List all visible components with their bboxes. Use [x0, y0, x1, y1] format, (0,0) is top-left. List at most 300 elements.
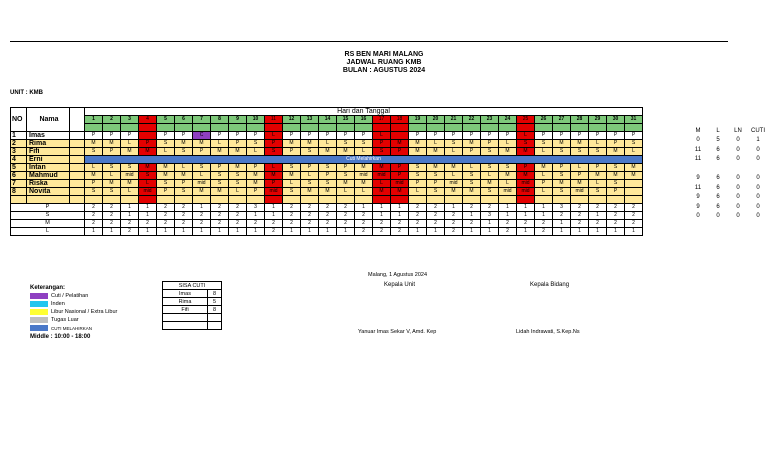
summary-label: S	[11, 212, 85, 220]
shift-cell: L	[373, 180, 391, 188]
summary-cell: 2	[445, 220, 463, 228]
shift-cell: M	[85, 140, 103, 148]
shift-cell: C	[193, 132, 211, 140]
shift-cell: M	[445, 164, 463, 172]
day-header: 18	[391, 116, 409, 124]
shift-cell: S	[553, 172, 571, 180]
shift-cell: P	[463, 148, 481, 156]
counter-cell: 6	[716, 194, 720, 201]
top-rule	[10, 41, 728, 42]
summary-cell: 2	[247, 220, 265, 228]
summary-cell: 1	[121, 212, 139, 220]
shift-cell: L	[535, 172, 553, 180]
shift-cell: M	[157, 172, 175, 180]
shift-cell: M	[265, 172, 283, 180]
shift-cell: S	[427, 188, 445, 196]
summary-cell: 1	[193, 204, 211, 212]
sisa-header-row	[163, 282, 222, 290]
summary-row	[11, 204, 643, 212]
summary-cell: 1	[463, 228, 481, 236]
shift-cell: P	[301, 132, 319, 140]
shift-cell: L	[319, 140, 337, 148]
summary-row	[11, 228, 643, 236]
sisa-name: Imas	[163, 290, 208, 298]
shift-cell: M	[85, 172, 103, 180]
empty-cell	[283, 196, 301, 204]
shift-cell: M	[193, 188, 211, 196]
sisa-value	[208, 314, 222, 322]
shift-cell: L	[589, 180, 607, 188]
summary-cell: 2	[157, 220, 175, 228]
shift-cell: L	[445, 172, 463, 180]
summary-cell: 1	[139, 204, 157, 212]
shift-cell: M	[103, 140, 121, 148]
days-header: Hari dan Tanggal	[85, 108, 643, 116]
counter-header: L	[716, 127, 720, 134]
shift-cell: M	[247, 172, 265, 180]
empty-cell	[70, 196, 85, 204]
shift-cell: M	[319, 148, 337, 156]
shift-cell: M	[247, 180, 265, 188]
day-header: 4	[139, 116, 157, 124]
empty-cell	[175, 196, 193, 204]
summary-cell: 2	[445, 228, 463, 236]
summary-cell: 1	[139, 228, 157, 236]
shift-cell: S	[337, 172, 355, 180]
summary-cell: 1	[175, 228, 193, 236]
summary-row	[11, 220, 643, 228]
shift-cell: M	[229, 164, 247, 172]
empty-cell	[157, 196, 175, 204]
shift-cell: L	[265, 164, 283, 172]
staff-name: Riska	[27, 180, 70, 188]
summary-cell: 2	[121, 228, 139, 236]
shift-cell: L	[85, 164, 103, 172]
shift-cell: M	[373, 164, 391, 172]
counter-cell: 11	[694, 156, 702, 163]
counter-cell: 9	[696, 203, 700, 210]
counter-cell: 0	[736, 156, 740, 163]
summary-cell: 1	[157, 228, 175, 236]
summary-cell: 2	[589, 204, 607, 212]
summary-cell: 2	[589, 220, 607, 228]
legend-swatch	[30, 301, 48, 307]
summary-cell: 2	[319, 204, 337, 212]
summary-cell: 2	[481, 204, 499, 212]
empty-cell	[211, 196, 229, 204]
shift-cell: P	[139, 140, 157, 148]
summary-cell: 2	[229, 204, 247, 212]
staff-row	[11, 132, 643, 140]
summary-cell: 1	[517, 212, 535, 220]
legend	[30, 285, 117, 340]
shift-cell: mid	[265, 188, 283, 196]
shift-cell: S	[553, 188, 571, 196]
leave-counter	[688, 126, 768, 221]
empty-cell	[391, 196, 409, 204]
summary-cell: 2	[571, 220, 589, 228]
staff-spacer	[70, 148, 85, 156]
shift-cell: M	[283, 172, 301, 180]
shift-cell: S	[499, 164, 517, 172]
shift-cell: L	[337, 188, 355, 196]
staff-spacer	[70, 180, 85, 188]
legend-label: Tugas Luar	[51, 317, 79, 323]
empty-cell	[517, 196, 535, 204]
summary-cell: 2	[337, 220, 355, 228]
day-header: 10	[247, 116, 265, 124]
staff-row	[11, 148, 643, 156]
summary-cell: 1	[247, 212, 265, 220]
summary-cell: 1	[121, 204, 139, 212]
legend-label: Cuti / Pelatihan	[51, 293, 89, 299]
shift-cell: S	[571, 148, 589, 156]
summary-cell: 3	[247, 204, 265, 212]
shift-cell: L	[481, 172, 499, 180]
day-header: 14	[319, 116, 337, 124]
cuti-melahirkan-bar: Cuti Melahirkan	[85, 156, 643, 164]
sign-kepala-bidang: Kepala Bidang	[530, 282, 570, 288]
shift-cell: S	[517, 140, 535, 148]
shift-cell: mid	[391, 180, 409, 188]
shift-cell: P	[319, 132, 337, 140]
shift-cell: P	[337, 164, 355, 172]
counter-cell: 6	[716, 184, 720, 191]
staff-spacer	[70, 164, 85, 172]
shift-cell: P	[409, 132, 427, 140]
summary-cell: 1	[391, 204, 409, 212]
counter-cell	[708, 164, 728, 174]
shift-cell: S	[211, 180, 229, 188]
shift-cell: M	[499, 172, 517, 180]
shift-cell: S	[409, 164, 427, 172]
shift-cell: M	[121, 180, 139, 188]
shift-cell: M	[211, 188, 229, 196]
counter-cell: 0	[736, 184, 740, 191]
shift-cell: P	[535, 132, 553, 140]
shift-cell: S	[373, 148, 391, 156]
day-color-cell	[265, 124, 283, 132]
unit-label: UNIT : KMB	[10, 90, 43, 96]
legend-title: Keterangan:	[30, 285, 66, 291]
summary-cell: 1	[517, 204, 535, 212]
summary-cell: 2	[427, 204, 445, 212]
staff-no: 6	[11, 172, 27, 180]
sisa-row	[163, 298, 222, 306]
summary-cell: 1	[481, 220, 499, 228]
shift-cell: P	[247, 188, 265, 196]
day-header: 3	[121, 116, 139, 124]
counter-cell: 0	[756, 156, 760, 163]
legend-swatch	[30, 293, 48, 299]
shift-cell: M	[301, 188, 319, 196]
shift-cell: mid	[139, 188, 157, 196]
shift-cell: P	[607, 188, 625, 196]
day-color-cell	[355, 124, 373, 132]
shift-cell: P	[175, 132, 193, 140]
empty-cell	[121, 196, 139, 204]
shift-cell: S	[211, 172, 229, 180]
shift-cell: S	[607, 164, 625, 172]
day-header: 5	[157, 116, 175, 124]
summary-cell: 1	[499, 212, 517, 220]
summary-cell: 2	[409, 204, 427, 212]
sign-name-unit: Yanuar Imas Sekar V, Amd. Kep	[358, 329, 437, 335]
counter-cell: 0	[756, 175, 760, 182]
shift-cell: M	[193, 140, 211, 148]
shift-cell: L	[535, 188, 553, 196]
sisa-name	[163, 322, 208, 330]
day-header: 30	[607, 116, 625, 124]
empty-cell	[337, 196, 355, 204]
sisa-value	[208, 322, 222, 330]
empty-cell	[535, 196, 553, 204]
shift-cell: M	[139, 164, 157, 172]
shift-cell: S	[463, 172, 481, 180]
summary-cell: 2	[85, 204, 103, 212]
shift-cell: S	[301, 148, 319, 156]
empty-cell	[11, 196, 27, 204]
summary-cell: 2	[427, 220, 445, 228]
shift-cell: P	[193, 148, 211, 156]
shift-cell: P	[265, 140, 283, 148]
staff-name: Imas	[27, 132, 70, 140]
shift-cell: M	[517, 148, 535, 156]
summary-cell: 1	[265, 204, 283, 212]
staff-spacer	[70, 172, 85, 180]
summary-cell: 2	[625, 220, 643, 228]
summary-cell: 2	[571, 212, 589, 220]
shift-cell: S	[337, 140, 355, 148]
summary-cell: 1	[589, 212, 607, 220]
shift-cell: M	[391, 140, 409, 148]
shift-cell: mid	[571, 188, 589, 196]
empty-cell	[409, 196, 427, 204]
shift-cell: M	[157, 164, 175, 172]
sisa-value: 8	[208, 290, 222, 298]
summary-cell: 2	[103, 212, 121, 220]
day-color-cell	[139, 124, 157, 132]
day-color-cell	[211, 124, 229, 132]
day-color-row	[11, 124, 643, 132]
shift-cell: P	[175, 180, 193, 188]
shift-cell: L	[103, 172, 121, 180]
summary-cell: 2	[139, 220, 157, 228]
day-header: 12	[283, 116, 301, 124]
shift-cell: S	[157, 180, 175, 188]
day-header: 15	[337, 116, 355, 124]
sisa-value: 8	[208, 306, 222, 314]
counter-header: LN	[734, 127, 742, 134]
shift-cell: M	[139, 148, 157, 156]
day-color-cell	[589, 124, 607, 132]
legend-item	[30, 316, 117, 324]
summary-cell: 2	[553, 212, 571, 220]
shift-cell: P	[103, 148, 121, 156]
shift-cell: M	[427, 148, 445, 156]
shift-cell	[391, 132, 409, 140]
legend-swatch	[30, 325, 48, 331]
counter-header: CUTI	[751, 127, 765, 134]
sisa-title: SISA CUTI	[163, 282, 222, 290]
summary-cell: 2	[337, 204, 355, 212]
shift-cell: M	[337, 148, 355, 156]
day-color-cell	[409, 124, 427, 132]
shift-cell: P	[337, 132, 355, 140]
legend-label: Inden	[51, 301, 65, 307]
summary-cell: 2	[157, 212, 175, 220]
staff-spacer	[70, 140, 85, 148]
summary-cell: 2	[625, 212, 643, 220]
day-header: 28	[571, 116, 589, 124]
shift-cell: P	[373, 140, 391, 148]
summary-cell: 1	[391, 212, 409, 220]
shift-cell: S	[229, 180, 247, 188]
empty-cell	[193, 196, 211, 204]
counter-cell: 0	[736, 175, 740, 182]
shift-cell: M	[517, 172, 535, 180]
summary-cell: 1	[553, 220, 571, 228]
summary-cell: 1	[229, 228, 247, 236]
shift-cell	[625, 180, 643, 188]
summary-cell: 1	[535, 212, 553, 220]
empty-cell	[103, 196, 121, 204]
day-color-cell	[301, 124, 319, 132]
day-color-cell	[103, 124, 121, 132]
summary-cell: 2	[283, 220, 301, 228]
shift-cell: M	[409, 140, 427, 148]
day-header: 1	[85, 116, 103, 124]
staff-row	[11, 188, 643, 196]
shift-cell: P	[211, 164, 229, 172]
day-header: 29	[589, 116, 607, 124]
staff-name: Erni	[27, 156, 70, 164]
shift-cell: S	[175, 148, 193, 156]
day-color-cell	[625, 124, 643, 132]
counter-row	[688, 155, 768, 165]
summary-cell: 2	[211, 204, 229, 212]
staff-no: 1	[11, 132, 27, 140]
shift-cell: M	[607, 148, 625, 156]
summary-cell: 2	[103, 220, 121, 228]
shift-cell: L	[499, 140, 517, 148]
empty-cell	[247, 196, 265, 204]
day-color-cell	[121, 124, 139, 132]
summary-cell: 2	[571, 204, 589, 212]
summary-cell: 2	[193, 212, 211, 220]
empty-cell	[27, 196, 70, 204]
counter-cell: 0	[696, 213, 700, 220]
counter-cell	[748, 164, 768, 174]
shift-cell: M	[553, 180, 571, 188]
staff-no: 7	[11, 180, 27, 188]
shift-cell: M	[409, 148, 427, 156]
counter-cell: 0	[756, 146, 760, 153]
shift-cell: M	[391, 188, 409, 196]
empty-cell	[625, 196, 643, 204]
shift-cell: P	[571, 132, 589, 140]
summary-cell: 2	[301, 220, 319, 228]
shift-cell: P	[283, 132, 301, 140]
summary-cell: 3	[481, 212, 499, 220]
staff-no: 3	[11, 148, 27, 156]
staff-no: 2	[11, 140, 27, 148]
summary-cell: 2	[175, 220, 193, 228]
shift-cell: M	[175, 140, 193, 148]
day-color-cell	[607, 124, 625, 132]
shift-cell: P	[265, 180, 283, 188]
shift-cell: S	[283, 164, 301, 172]
staff-no: 8	[11, 188, 27, 196]
counter-cell: 0	[736, 194, 740, 201]
day-header: 22	[463, 116, 481, 124]
shift-cell: M	[337, 180, 355, 188]
summary-cell: 2	[229, 220, 247, 228]
counter-row	[688, 136, 768, 146]
shift-cell: S	[427, 172, 445, 180]
summary-cell: 2	[211, 212, 229, 220]
room-title: JADWAL RUANG KMB	[346, 59, 422, 66]
legend-label: CUTI MELAHIRKAN	[51, 325, 93, 331]
summary-label: P	[11, 204, 85, 212]
summary-cell: 2	[499, 228, 517, 236]
shift-cell: M	[607, 172, 625, 180]
summary-cell: 1	[355, 204, 373, 212]
shift-cell: S	[157, 140, 175, 148]
summary-cell: 2	[625, 204, 643, 212]
sisa-value: 5	[208, 298, 222, 306]
empty-cell	[607, 196, 625, 204]
shift-cell: L	[139, 180, 157, 188]
empty-cell	[265, 196, 283, 204]
counter-cell: 6	[716, 156, 720, 163]
shift-cell: S	[283, 188, 301, 196]
shift-cell: P	[301, 164, 319, 172]
day-color-cell	[229, 124, 247, 132]
counter-cell: 0	[716, 213, 720, 220]
shift-cell: M	[103, 180, 121, 188]
counter-cell: 6	[716, 203, 720, 210]
day-color-cell	[553, 124, 571, 132]
day-header: 21	[445, 116, 463, 124]
shift-cell: S	[589, 188, 607, 196]
schedule-sheet	[10, 107, 643, 236]
shift-cell: S	[481, 188, 499, 196]
sisa-row	[163, 306, 222, 314]
summary-cell: 2	[175, 204, 193, 212]
shift-cell: mid	[517, 180, 535, 188]
sisa-name	[163, 314, 208, 322]
shift-cell: L	[301, 172, 319, 180]
sisa-row	[163, 290, 222, 298]
shift-cell: P	[283, 148, 301, 156]
shift-cell: L	[445, 148, 463, 156]
shift-cell: P	[247, 164, 265, 172]
shift-cell: P	[391, 172, 409, 180]
summary-cell: 2	[301, 212, 319, 220]
counter-cell: 11	[694, 146, 702, 153]
legend-item	[30, 324, 117, 332]
summary-cell: 2	[175, 212, 193, 220]
empty-cell	[589, 196, 607, 204]
shift-cell: S	[481, 164, 499, 172]
shift-cell	[625, 188, 643, 196]
shift-cell: L	[463, 164, 481, 172]
shift-cell: M	[445, 188, 463, 196]
counter-cell	[728, 164, 748, 174]
counter-row	[688, 145, 768, 155]
shift-cell: S	[535, 140, 553, 148]
